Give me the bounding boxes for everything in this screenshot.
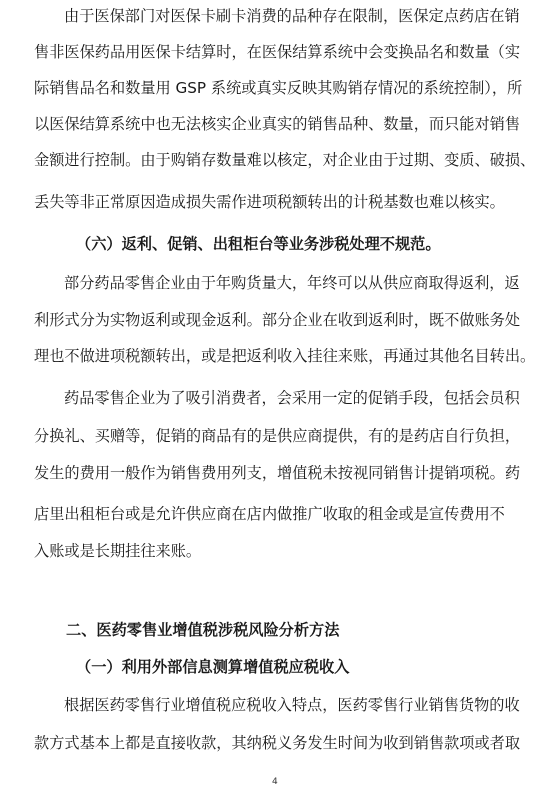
text-line: 分换礼、买赠等，促销的商品有的是供应商提供，有的是药店自行负担，: [34, 427, 520, 445]
text-line: 根据医药零售行业增值税应税收入特点，医药零售行业销售货物的收: [64, 696, 520, 714]
section-heading-two: 二、医药零售业增值税涉税风险分析方法: [66, 621, 340, 639]
text-line: 金额进行控制。由于购销存数量难以核定，对企业由于过期、变质、破损、: [34, 151, 536, 169]
text-line: 丢失等非正常原因造成损失需作进项税额转出的计税基数也难以核实。: [34, 193, 505, 211]
text-line: 由于医保部门对医保卡刷卡消费的品种存在限制，医保定点药店在销: [64, 7, 520, 25]
section-heading-six: （六）返利、促销、出租柜台等业务涉税处理不规范。: [76, 235, 441, 253]
text-line: 药品零售企业为了吸引消费者，会采用一定的促销手段，包括会员积: [64, 389, 520, 407]
text-line: 入账或是长期挂往来账。: [34, 542, 202, 560]
page-number: 4: [272, 777, 278, 787]
text-line: 利形式分为实物返利或现金返利。部分企业在收到返利时，既不做账务处: [34, 311, 520, 329]
text-line: 发生的费用一般作为销售费用列支，增值税未按视同销售计提销项税。药: [34, 464, 520, 482]
text-line: 以医保结算系统中也无法核实企业真实的销售品种、数量，而只能对销售: [34, 115, 520, 133]
text-line: 部分药品零售企业由于年购货量大，年终可以从供应商取得返利，返: [64, 274, 520, 292]
text-line: 店里出租柜台或是允许供应商在店内做推广收取的租金或是宣传费用不: [34, 505, 505, 523]
text-line: 际销售品名和数量用 GSP 系统或真实反映其购销存情况的系统控制），所: [34, 79, 523, 97]
text-line: 款方式基本上都是直接收款，其纳税义务发生时间为收到销售款项或者取: [34, 734, 520, 752]
subheading-one: （一）利用外部信息测算增值税应税收入: [76, 658, 350, 676]
text-line: 售非医保药品用医保卡结算时，在医保结算系统中会变换品名和数量（实: [34, 43, 520, 61]
text-line: 理也不做进项税额转出，或是把返利收入挂往来账，再通过其他名目转出。: [34, 347, 536, 365]
